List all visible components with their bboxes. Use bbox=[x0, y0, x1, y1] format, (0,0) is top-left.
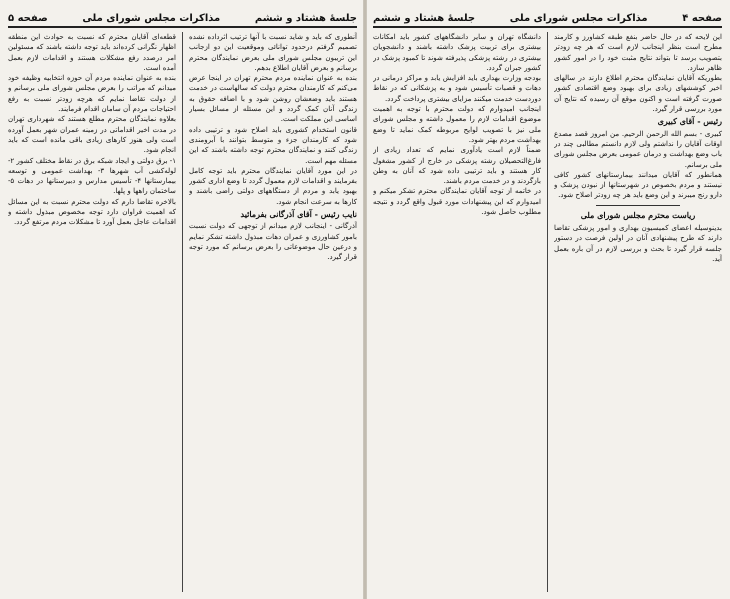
speaker-line: نایب رئیس - آقای آذرگانی بفرمائید bbox=[240, 209, 357, 220]
paragraph: ۱- برق دولتی و ایجاد شبکه برق در نقاط مختلف کشور ۲- لوله‌کشی آب شهرها ۳- بهداشت عمومی و توسعه بیمارستانها ۴- تأسیس مدارس و دبیرستانها در دهات ۵- ساختمان راهها و پلها. bbox=[8, 155, 176, 196]
paragraph: بعلاوه نمایندگان محترم مطلع هستند که شهرداری تهران در مدت اخیر اقداماتی در زمینه عمران شهر بعمل آورده است ولی هنوز کارهای زیادی باقی مانده است که باید انجام شود. bbox=[8, 114, 176, 155]
paragraph: دانشگاه تهران و سایر دانشگاههای کشور باید امکانات بیشتری برای تربیت پزشک داشته باشند و دانشجویان بیشتری در رشته پزشکی پذیرفته شوند تا کمبود پزشک در کشور جبران گردد. bbox=[373, 32, 541, 72]
paragraph: بنده به عنوان نماینده مردم محترم تهران در اینجا عرض می‌کنم که کارمندان محترم دولت که سالهاست در خدمت هستند باید وضعشان روشن شود و با اضافه حقوق به زندگی آنان کمک گردد و این مسئله از مسائل بسیار اساسی این مملکت است. bbox=[189, 73, 357, 124]
column-left bbox=[373, 32, 541, 592]
column-divider bbox=[182, 32, 183, 592]
paragraph: آنطوری که باید و شاید نسبت با آنها ترتیب اثرداده نشده تصمیم گرفتم درحدود توانائی وموقعیت این دو ازجانب این تریبون مجلس شورای ملی بعرض نمایندگان محترم برسانم و بعرض آقایان اطلاع بدهم. bbox=[189, 32, 357, 72]
paragraph: در این مورد آقایان نمایندگان محترم باید توجه کامل بفرمایند و اقدامات لازم معمول گردد تا وضع اداری کشور بهبود یابد و مردم از دستگاههای دولتی راضی باشند و کارها به سرعت انجام شود. bbox=[189, 165, 357, 206]
speaker-heading: رئیس - آقای کبیری bbox=[657, 116, 722, 127]
column-left bbox=[8, 32, 176, 592]
page-header bbox=[8, 10, 357, 28]
session-label: جلسهٔ هشتاد و ششم bbox=[373, 12, 476, 24]
paragraph: بنده به عنوان نماینده مردم آن حوزه انتخابیه وظیفه خود میدانم که مراتب را بعرض مجلس شورای ملی برسانم و از دولت تقاضا نمایم که هرچه زودتر نسبت به رفع احتیاجات مردم آن سامان اقدام فرمایند. bbox=[8, 73, 176, 114]
section-subtitle: ریاست محترم مجلس شورای ملی bbox=[580, 209, 696, 220]
session-label: جلسهٔ هشتاد و ششم bbox=[254, 12, 357, 24]
page-title: مذاکرات مجلس شورای ملی bbox=[509, 12, 648, 24]
paragraph: قانون استخدام کشوری باید اصلاح شود و ترتیبی داده شود که کارمندان جزء و متوسط بتوانند با آبرومندی زندگی کنند و نمایندگان محترم توجه داشته باشند که این مسئله مهم است. bbox=[189, 124, 357, 165]
paragraph: در خاتمه از توجه آقایان نمایندگان محترم تشکر میکنم و امیدوارم که این پیشنهادات مورد قبول واقع گردد و نتیجه مطلوب حاصل شود. bbox=[373, 186, 541, 217]
text-columns bbox=[8, 32, 357, 592]
paragraph: ضمناً لازم است یادآوری نمایم که تعداد زیادی از فارغ‌التحصیلان رشته پزشکی در خارج از کشور مشغول کار هستند و باید ترتیبی داده شود که آنان به وطن بازگردند و در خدمت مردم باشند. bbox=[373, 145, 541, 186]
page-header bbox=[373, 10, 722, 28]
page-number: صفحه ۵ bbox=[8, 12, 48, 24]
paragraph: بودجه وزارت بهداری باید افزایش یابد و مراکز درمانی در دهات و قصبات تأسیس شود و به پزشکانی که در نقاط دوردست خدمت میکنند مزایای بیشتری پرداخت گردد. bbox=[373, 73, 541, 103]
page-4 bbox=[365, 0, 730, 599]
text-columns bbox=[373, 32, 722, 592]
paragraph: همانطور که آقایان میدانند بیمارستانهای کشور کافی نیستند و مردم بخصوص در شهرستانها از نبودن پزشک و دارو رنج میبرند و این وضع باید هر چه زودتر اصلاح شود. bbox=[554, 169, 722, 200]
column-divider bbox=[547, 32, 548, 592]
paragraph: آذرگانی - اینجانب لازم میدانم از توجهی که دولت نسبت بامور کشاورزی و عمران دهات مبذول داشته تشکر نمایم و درعین حال موضوعاتی را بعرض برسانم که مورد توجه قرار گیرد. bbox=[189, 221, 357, 262]
column-right bbox=[189, 32, 357, 592]
section-rule bbox=[596, 205, 680, 206]
paragraph: بالاخره تقاضا دارم که دولت محترم نسبت به این مسائل که اهمیت فراوان دارد توجه مخصوص مبذول داشته و اقدامات عاجل بعمل آورد تا مشکلات مردم مرتفع گردد. bbox=[8, 196, 176, 227]
page-number: صفحه ۴ bbox=[682, 12, 722, 24]
paragraph: کبیری - بسم الله الرحمن الرحیم. من امروز قصد مصدع اوقات آقایان را نداشتم ولی لازم دانستم مطالبی چند در باب وضع بهداشت و درمان عمومی بعرض مجلس شورای ملی برسانم. bbox=[554, 128, 722, 169]
paragraph: بطوریکه آقایان نمایندگان محترم اطلاع دارند در سالهای اخیر کوششهای زیادی برای بهبود وضع اقتصادی کشور صورت گرفته است و اکنون موقع آن رسیده که نتایج آن مورد بررسی قرار گیرد. bbox=[554, 73, 722, 114]
column-right bbox=[554, 32, 722, 592]
paragraph: این لایحه که در حال حاضر بنفع طبقه کشاورز و کارمند مطرح است بنظر اینجانب لازم است که هر چه زودتر بتصویب برسد تا بتواند نتایج مثبت خود را در امور کشور ظاهر سازد. bbox=[554, 32, 722, 72]
paragraph: اینجانب امیدوارم که دولت محترم با توجه به اهمیت موضوع اقدامات لازم را معمول داشته و مجلس شورای ملی نیز با تصویب لوایح مربوطه کمک نماید تا وضع بهداشت مردم بهتر شود. bbox=[373, 104, 541, 144]
paragraph: بدینوسیله اعضای کمیسیون بهداری و امور پزشکی تقاضا دارند که طرح پیشنهادی آنان در اولین فرصت در دستور جلسه قرار گیرد تا بحث و بررسی لازم در آن باره بعمل آید. bbox=[554, 223, 722, 263]
paragraph: قطعه‌ای آقایان محترم که نسبت به حوادث این منطقه اظهار نگرانی کرده‌اند باید توجه داشته باشند که مسئولین امر درصدد رفع مشکلات هستند و اقدامات لازم بعمل آمده است. bbox=[8, 32, 176, 72]
page-title: مذاکرات مجلس شورای ملی bbox=[82, 12, 221, 24]
